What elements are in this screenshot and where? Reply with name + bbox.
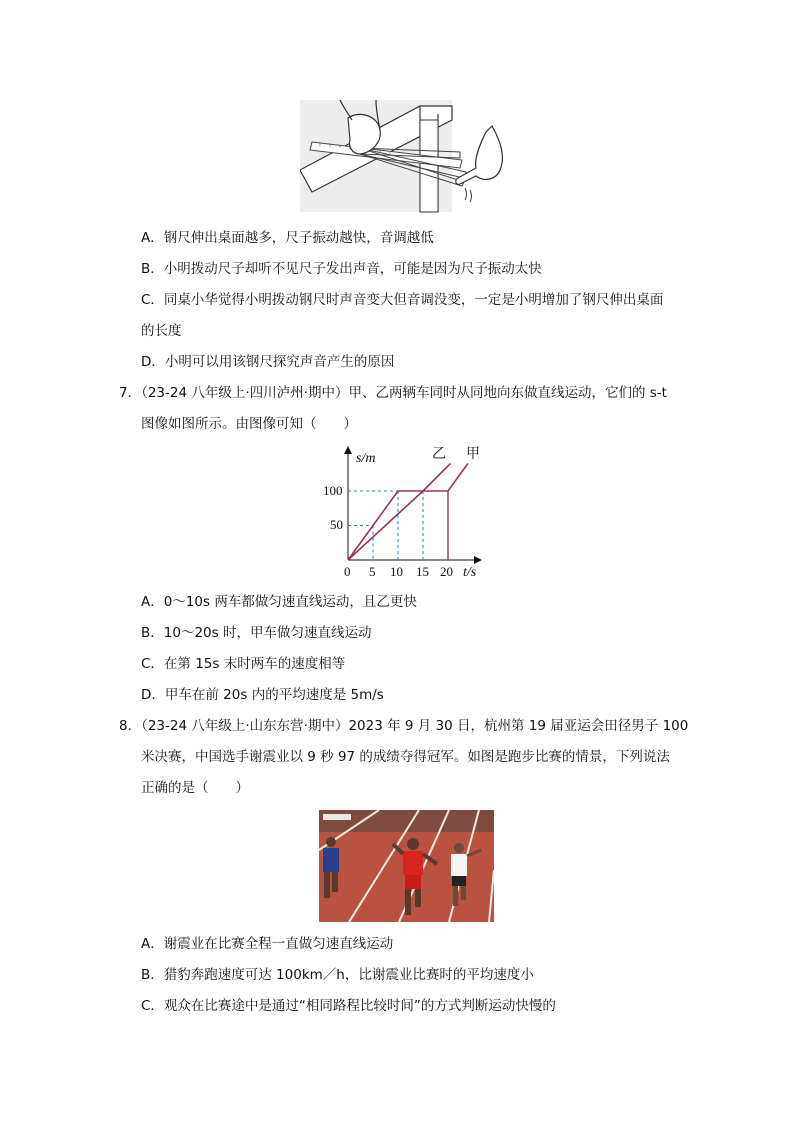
series-line-yi [348,463,451,560]
q6-option-c-continued: 的长度 [141,323,182,339]
series-label-jia: 甲 [466,447,480,462]
x-axis-label: t/s [463,565,477,580]
q6-option-c: C．同桌小华觉得小明拨动钢尺时声音变大但音调没变，一定是小明增加了钢尺伸出桌面 [141,292,664,308]
q8-option-c: C．观众在比赛途中是通过“相同路程比较时间”的方式判断运动快慢的 [141,998,556,1014]
q6-option-d: D．小明可以用该钢尺探究声音产生的原因 [141,354,395,370]
q7-option-b: B．10～20s 时，甲车做匀速直线运动 [141,625,372,641]
x-tick-20: 20 [440,564,453,579]
q7-option-a: A．0～10s 两车都做匀速直线运动，且乙更快 [141,594,417,610]
x-tick-5: 5 [369,564,376,579]
x-tick-10: 10 [390,564,403,579]
q8-stem-line-3: 正确的是（ ） [141,780,249,796]
q8-stem-line-2: 米决赛，中国选手谢震业以 9 秒 97 的成绩夺得冠军。如图是跑步比赛的情景，下列说法 [141,749,670,765]
ruler-experiment-figure [300,100,520,215]
q6-option-b: B．小明拨动尺子却听不见尺子发出声音，可能是因为尺子振动太快 [141,261,542,277]
q8-option-b: B．猎豹奔跑速度可达 100km／h，比谢震业比赛时的平均速度小 [141,967,534,983]
q8-stem-line-1: 8．（23-24 八年级上·山东东营·期中）2023 年 9 月 30 日，杭州第 19 届亚运会田径男子 100 [119,718,689,734]
series-line-jia [348,463,468,560]
series-label-yi: 乙 [432,447,446,462]
x-tick-15: 15 [416,564,429,579]
y-tick-100: 100 [323,483,343,498]
q7-stem-line-2: 图像如图所示。由图像可知（ ） [141,416,357,432]
y-axis-label: s/m [356,451,376,466]
q8-option-a: A．谢震业在比赛全程一直做匀速直线运动 [141,936,394,952]
st-graph [320,440,490,582]
q7-stem-line-1: 7．（23-24 八年级上·四川泸州·期中）甲、乙两辆车同时从同地向东做直线运动，它们的 s-t [119,385,667,401]
sprint-race-photo [319,810,494,922]
y-tick-50: 50 [330,517,343,532]
q6-option-a: A．钢尺伸出桌面越多，尺子振动越快，音调越低 [141,230,434,246]
q7-option-c: C．在第 15s 末时两车的速度相等 [141,656,346,672]
q7-option-d: D．甲车在前 20s 内的平均速度是 5m/s [141,687,384,703]
origin-label: 0 [344,564,351,579]
